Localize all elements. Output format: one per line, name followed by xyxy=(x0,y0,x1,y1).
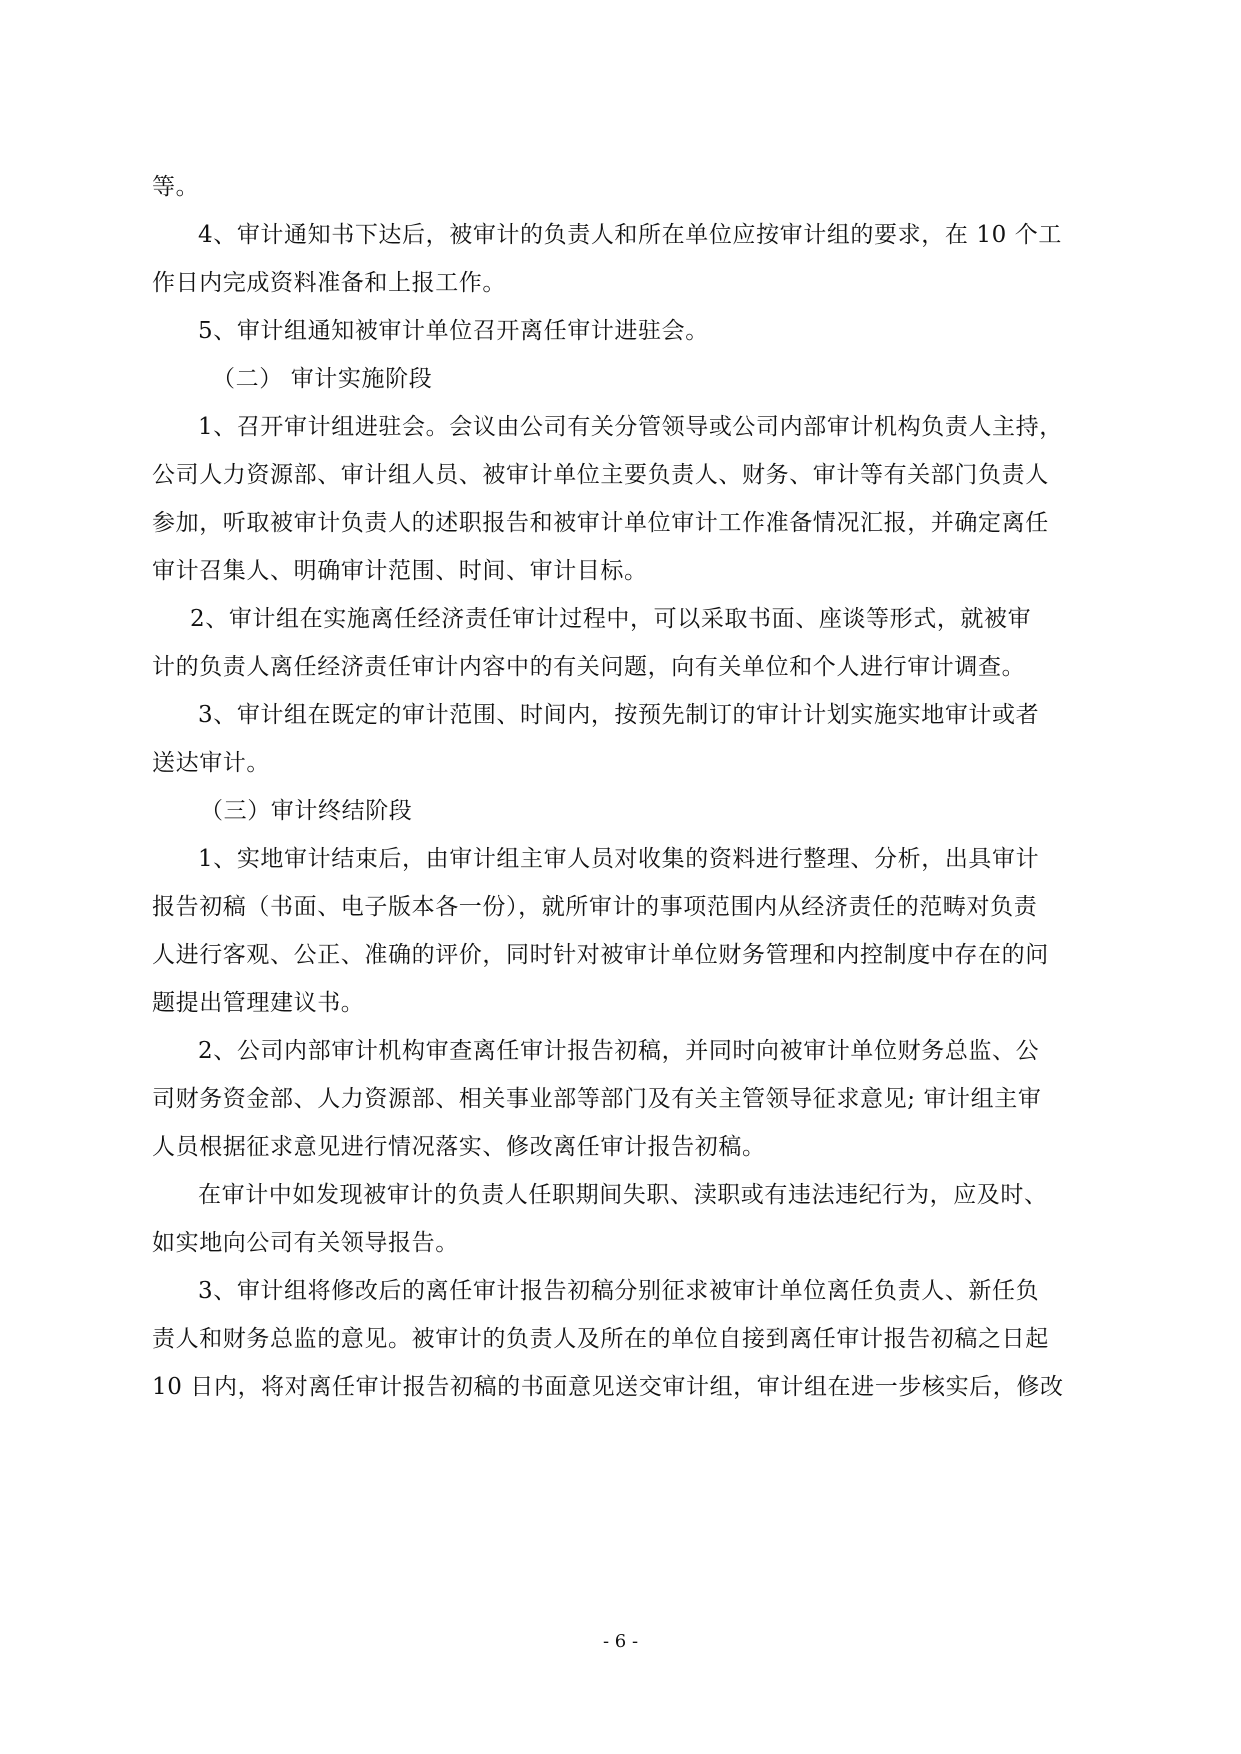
text-line: 作日内完成资料准备和上报工作。 xyxy=(152,270,506,296)
text-line: 题提出管理建议书。 xyxy=(152,990,365,1016)
text-line: 2、公司内部审计机构审查离任审计报告初稿，并同时向被审计单位财务总监、公 xyxy=(198,1038,1040,1064)
text-line: 2、审计组在实施离任经济责任审计过程中，可以采取书面、座谈等形式，就被审 xyxy=(190,606,1032,632)
section-heading: （三）审计终结阶段 xyxy=(200,798,413,824)
text-line: 4、审计通知书下达后，被审计的负责人和所在单位应按审计组的要求，在 10 个工 xyxy=(198,222,1062,248)
text-line: 计的负责人离任经济责任审计内容中的有关问题，向有关单位和个人进行审计调查。 xyxy=(152,654,1026,680)
text-line: 3、审计组在既定的审计范围、时间内，按预先制订的审计计划实施实地审计或者 xyxy=(198,702,1040,728)
text-line: 10 日内，将对离任审计报告初稿的书面意见送交审计组，审计组在进一步核实后，修改 xyxy=(152,1374,1064,1400)
section-heading: （二） 审计实施阶段 xyxy=(212,366,433,392)
text-line: 人进行客观、公正、准确的评价，同时针对被审计单位财务管理和内控制度中存在的问 xyxy=(152,942,1049,968)
text-line: 人员根据征求意见进行情况落实、修改离任审计报告初稿。 xyxy=(152,1134,766,1160)
text-line: 等。 xyxy=(152,174,200,200)
text-line: 报告初稿（书面、电子版本各一份），就所审计的事项范围内从经济责任的范畴对负责 xyxy=(152,894,1038,920)
text-line: 如实地向公司有关领导报告。 xyxy=(152,1230,459,1256)
text-line: 参加，听取被审计负责人的述职报告和被审计单位审计工作准备情况汇报，并确定离任 xyxy=(152,510,1049,536)
text-line: 5、审计组通知被审计单位召开离任审计进驻会。 xyxy=(198,318,709,344)
page-number: - 6 - xyxy=(602,1631,639,1652)
text-line: 公司人力资源部、审计组人员、被审计单位主要负责人、财务、审计等有关部门负责人 xyxy=(152,462,1049,488)
text-line: 送达审计。 xyxy=(152,750,270,776)
text-line: 责人和财务总监的意见。被审计的负责人及所在的单位自接到离任审计报告初稿之日起 xyxy=(152,1326,1049,1352)
text-line: 3、审计组将修改后的离任审计报告初稿分别征求被审计单位离任负责人、新任负 xyxy=(198,1278,1040,1304)
text-line: 司财务资金部、人力资源部、相关事业部等部门及有关主管领导征求意见; 审计组主审 xyxy=(152,1086,1042,1112)
text-line: 1、召开审计组进驻会。会议由公司有关分管领导或公司内部审计机构负责人主持， xyxy=(198,414,1063,440)
text-line: 在审计中如发现被审计的负责人任职期间失职、渎职或有违法违纪行为，应及时、 xyxy=(198,1182,1048,1208)
text-line: 1、实地审计结束后，由审计组主审人员对收集的资料进行整理、分析，出具审计 xyxy=(198,846,1040,872)
text-line: 审计召集人、明确审计范围、时间、审计目标。 xyxy=(152,558,648,584)
